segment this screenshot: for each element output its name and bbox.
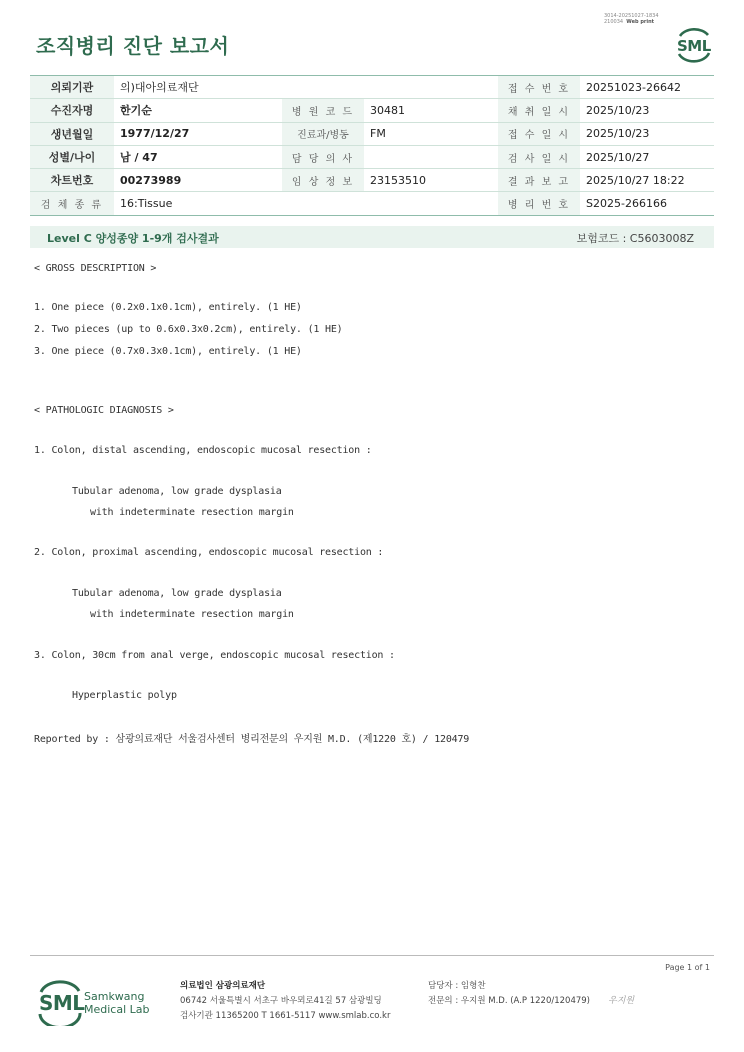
label-clinical-info: 임 상 정 보 (282, 169, 364, 192)
value-receipt-date: 2025/10/23 (580, 122, 714, 145)
value-specimen-type: 16:Tissue (114, 192, 498, 215)
insurance-code: 보험코드 : C5603008Z (576, 232, 694, 245)
label-specimen-type: 검 체 종 류 (30, 192, 114, 215)
report-title: 조직병리 진단 보고서 (36, 34, 230, 58)
gross-description-header: < GROSS DESCRIPTION > (34, 263, 157, 274)
value-hospital-code: 30481 (364, 99, 498, 122)
diagnosis-item-1: 1. Colon, distal ascending, endoscopic mucosal resection : (34, 445, 372, 456)
label-physician: 담 당 의 사 (282, 145, 364, 168)
table-row (30, 99, 714, 122)
logo-sub-samkwang: Samkwang (84, 990, 145, 1003)
label-requesting-org: 의뢰기관 (30, 76, 114, 99)
value-patient-name: 한기순 (114, 99, 282, 122)
label-department: 진료과/병동 (282, 122, 364, 145)
org-name: 의료법인 삼광의료재단 (180, 981, 266, 991)
result-header-bar (30, 226, 714, 248)
print-meta-line2: 210034 (604, 19, 624, 25)
web-print-label: Web print (626, 19, 655, 25)
value-department: FM (364, 122, 498, 145)
table-row (30, 169, 714, 192)
page-number: Page 1 of 1 (665, 963, 710, 972)
gross-item-2: 2. Two pieces (up to 0.6x0.3x0.2cm), entirely. (1 HE) (34, 324, 343, 335)
diagnosis-3-finding: Hyperplastic polyp (72, 690, 177, 701)
print-meta-line1: 3014-20251027-1834 (604, 13, 659, 19)
value-collection-date: 2025/10/23 (580, 99, 714, 122)
label-receipt-date: 접 수 일 시 (498, 122, 580, 145)
label-patient-name: 수진자명 (30, 99, 114, 122)
value-result-report: 2025/10/27 18:22 (580, 169, 714, 192)
value-birth-date: 1977/12/27 (114, 122, 282, 145)
value-requesting-org: 의)대아의료재단 (114, 76, 498, 99)
table-row (30, 192, 714, 215)
table-row (30, 76, 714, 99)
specialist-name: 전문의 : 우지원 M.D. (A.P 1220/120479) (428, 996, 590, 1006)
diagnosis-2-margin: with indeterminate resection margin (90, 609, 294, 620)
label-collection-date: 채 취 일 시 (498, 99, 580, 122)
label-receipt-number: 접 수 번 호 (498, 76, 580, 99)
gross-item-1: 1. One piece (0.2x0.1x0.1cm), entirely. (1 HE) (34, 302, 302, 313)
value-receipt-number: 20251023-26642 (580, 76, 714, 99)
table-row (30, 122, 714, 145)
manager-name: 담당자 : 임형찬 (428, 981, 486, 991)
pathologic-diagnosis-header: < PATHOLOGIC DIAGNOSIS > (34, 405, 174, 416)
result-level-title: Level C 양성종양 1-9개 검사결과 (47, 232, 219, 245)
gross-item-3: 3. One piece (0.7x0.3x0.1cm), entirely. (1 HE) (34, 346, 302, 357)
value-sex-age: 남 / 47 (114, 145, 282, 168)
print-meta (604, 13, 659, 25)
label-result-report: 결 과 보 고 (498, 169, 580, 192)
org-address: 06742 서울특별시 서초구 바우뫼로41길 57 삼광빌딩 (180, 996, 382, 1006)
diagnosis-1-finding: Tubular adenoma, low grade dysplasia (72, 486, 282, 497)
label-hospital-code: 병 원 코 드 (282, 99, 364, 122)
organization-info (180, 979, 390, 1024)
label-chart-number: 차트번호 (30, 169, 114, 192)
org-contact: 검사기관 11365200 T 1661-5117 www.smlab.co.kr (180, 1011, 391, 1021)
footer-divider (30, 955, 714, 956)
sml-logo (674, 26, 714, 64)
diagnosis-1-margin: with indeterminate resection margin (90, 507, 294, 518)
value-chart-number: 00273989 (114, 169, 282, 192)
label-pathology-number: 병 리 번 호 (498, 192, 580, 215)
value-physician (364, 145, 498, 168)
signature: 우지원 (608, 996, 635, 1006)
table-row (30, 145, 714, 168)
footer-logo-text: SML (39, 991, 85, 1015)
label-test-date: 검 사 일 시 (498, 145, 580, 168)
patient-info-table (30, 75, 714, 216)
value-pathology-number: S2025-266166 (580, 192, 714, 215)
footer-sml-logo (37, 980, 157, 1026)
label-sex-age: 성별/나이 (30, 145, 114, 168)
value-clinical-info: 23153510 (364, 169, 498, 192)
diagnosis-2-finding: Tubular adenoma, low grade dysplasia (72, 588, 282, 599)
staff-info (428, 979, 590, 1009)
diagnosis-item-2: 2. Colon, proximal ascending, endoscopic mucosal resection : (34, 547, 384, 558)
reported-by: Reported by : 삼광의료재단 서울검사센터 병리전문의 우지원 M.D. (제1220 호) / 120479 (34, 734, 470, 745)
value-test-date: 2025/10/27 (580, 145, 714, 168)
label-birth-date: 생년월일 (30, 122, 114, 145)
diagnosis-item-3: 3. Colon, 30cm from anal verge, endoscopic mucosal resection : (34, 650, 395, 661)
logo-sub-medical-lab: Medical Lab (84, 1003, 150, 1016)
logo-text: SML (677, 37, 711, 55)
